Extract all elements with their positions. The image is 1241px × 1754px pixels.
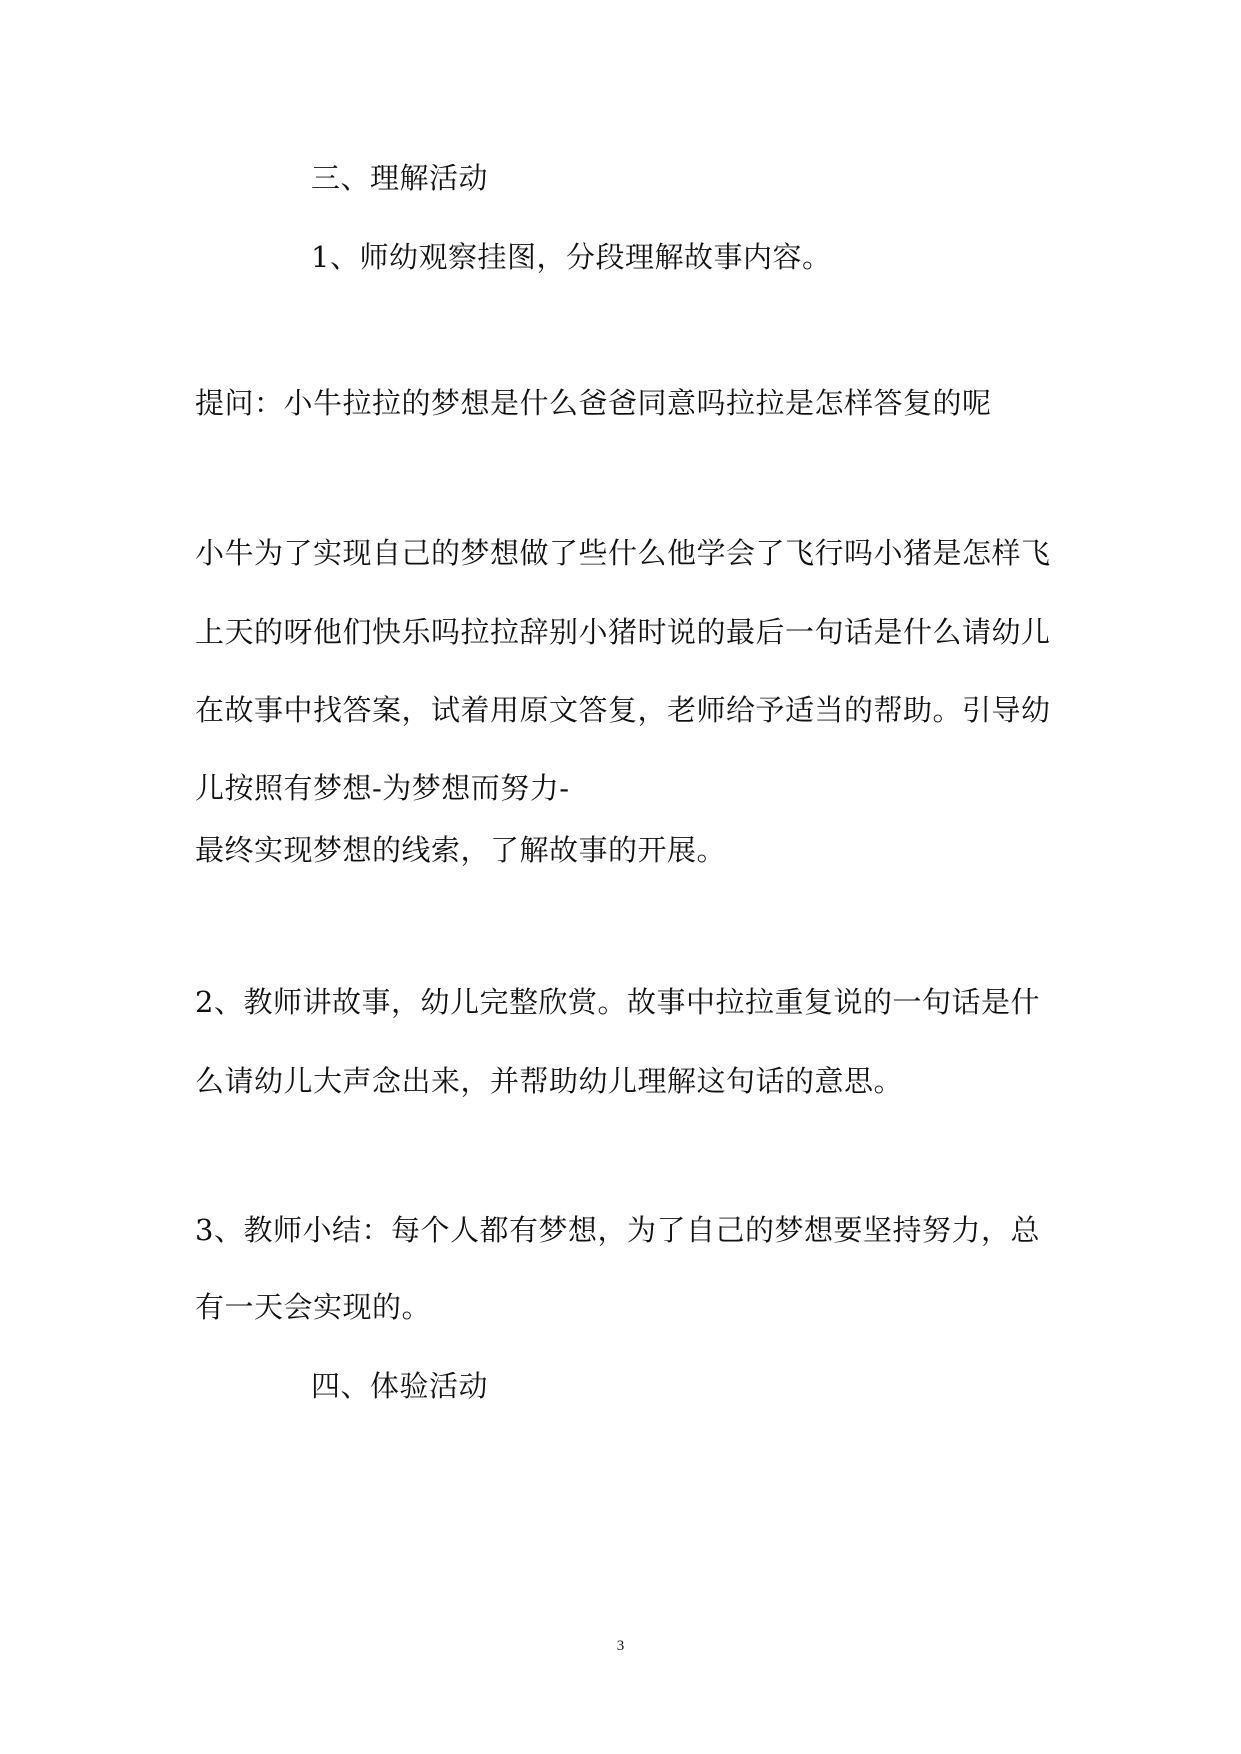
paragraph-line-5: 最终实现梦想的线索，了解故事的开展。 [195,833,727,867]
question-line: 提问：小牛拉拉的梦想是什么爸爸同意吗拉拉是怎样答复的呢 [195,386,992,420]
paragraph-line-2: 上天的呀他们快乐吗拉拉辞别小猪时说的最后一句话是什么请幼儿 [195,615,1051,649]
section-heading-understanding: 三、理解活动 [311,161,489,195]
section-heading-experience: 四、体验活动 [311,1369,489,1403]
activity-item-2-line-1: 2、教师讲故事，幼儿完整欣赏。故事中拉拉重复说的一句话是什 [195,985,1040,1019]
activity-item-2-line-2: 么请幼儿大声念出来，并帮助幼儿理解这句话的意思。 [195,1064,904,1098]
page-number: 3 [616,1638,625,1654]
paragraph-line-1: 小牛为了实现自己的梦想做了些什么他学会了飞行吗小猪是怎样飞 [195,536,1051,570]
activity-item-3-line-1: 3、教师小结：每个人都有梦想，为了自己的梦想要坚持努力，总 [195,1213,1040,1247]
paragraph-line-3: 在故事中找答案，试着用原文答复，老师给予适当的帮助。引导幼 [195,693,1051,727]
activity-item-3-line-2: 有一天会实现的。 [195,1290,432,1324]
activity-item-1: 1、师幼观察挂图，分段理解故事内容。 [311,240,832,274]
paragraph-line-4: 儿按照有梦想-为梦想而努力- [195,771,570,805]
